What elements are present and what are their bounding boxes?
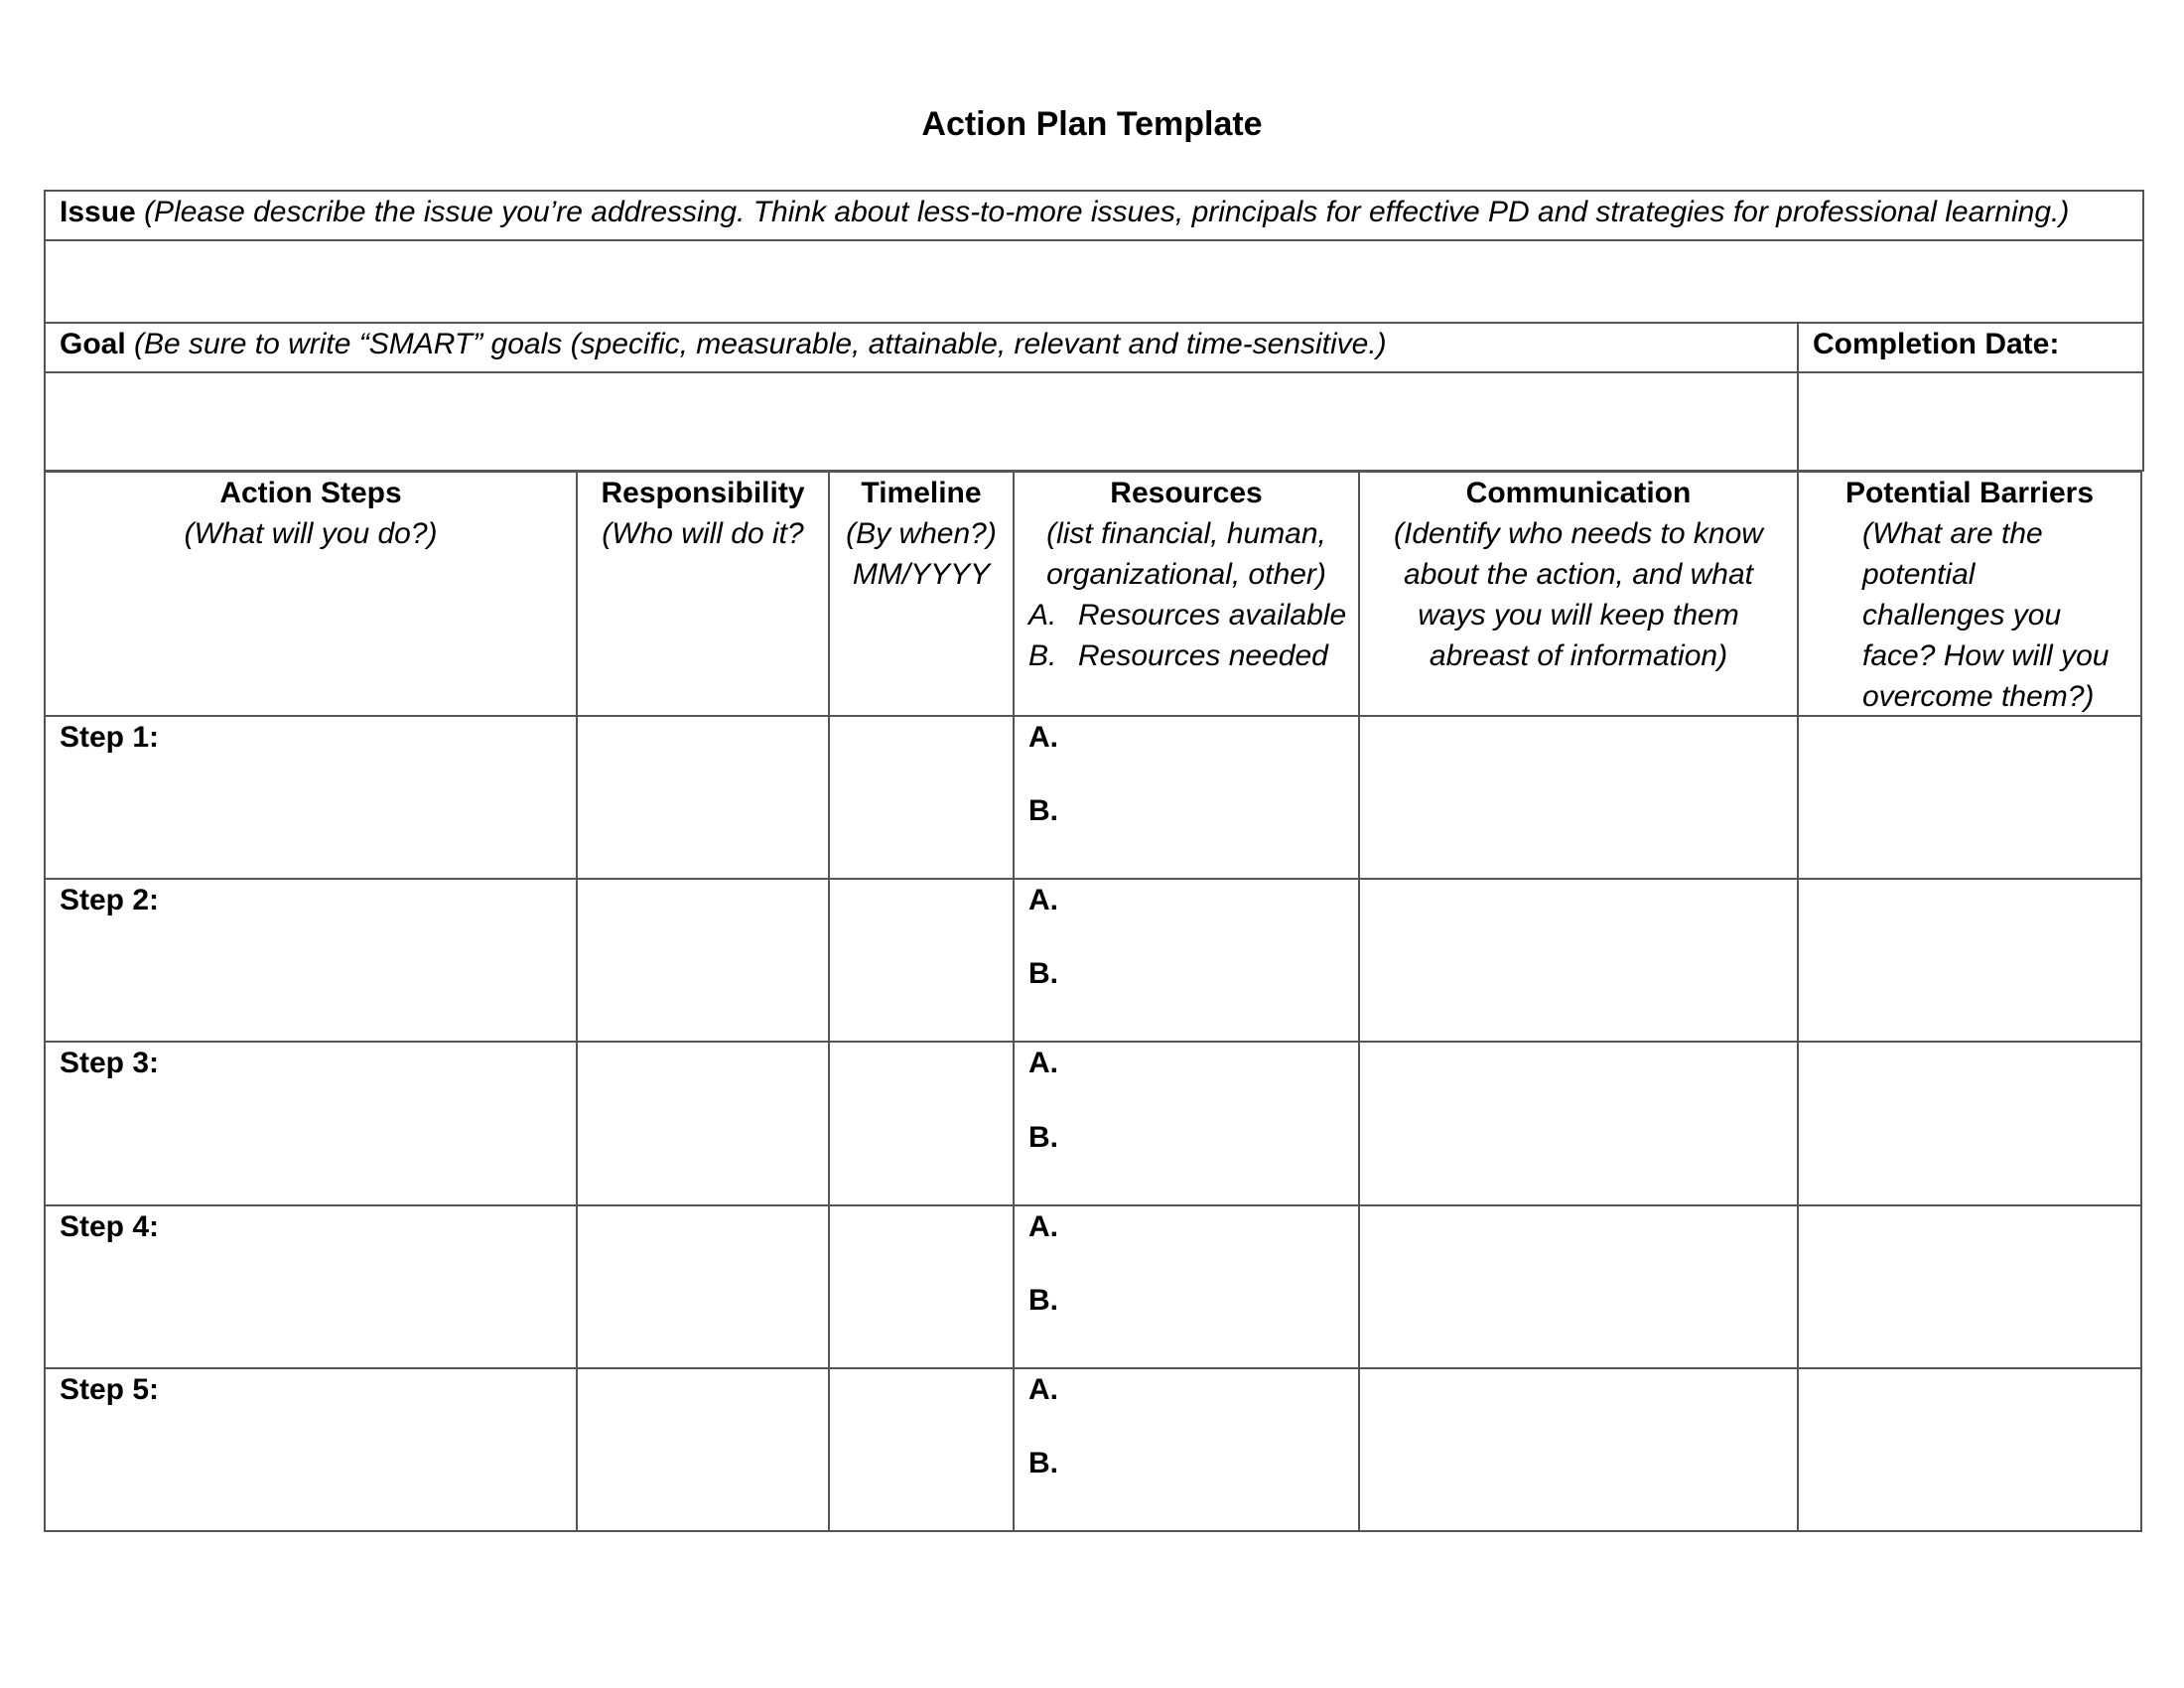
goal-header [60, 324, 1387, 364]
responsibility-sub: (Who will do it? [602, 517, 804, 550]
col-header-timeline [830, 473, 1013, 595]
resources-item-a [1028, 595, 1346, 635]
responsibility-heading: Responsibility [601, 477, 805, 509]
step-3-resource-a: A. [1028, 1047, 1058, 1079]
resources-list [1028, 595, 1346, 676]
goal-label: Goal [60, 328, 126, 360]
step-5-resource-b: B. [1028, 1447, 1058, 1479]
resources-heading: Resources [1110, 477, 1263, 509]
resources-item-a-text: Resources available [1078, 599, 1347, 632]
communication-sub2: about the action, and what [1404, 558, 1753, 591]
resources-item-b-marker: B. [1028, 639, 1057, 672]
resources-sub1: (list financial, human, [1046, 517, 1326, 550]
step-2-resource-b: B. [1028, 957, 1058, 990]
col-header-communication [1360, 473, 1797, 676]
barriers-sub2: potential [1862, 558, 1976, 591]
barriers-heading: Potential Barriers [1844, 477, 2095, 509]
completion-date-field[interactable] [1799, 373, 2142, 470]
barriers-sub1: (What are the [1862, 517, 2043, 550]
resources-item-b-text: Resources needed [1078, 639, 1328, 672]
communication-heading: Communication [1465, 477, 1692, 509]
goal-prompt: (Be sure to write “SMART” goals (specific, measurable, attainable, relevant and time-sensitive.) [134, 328, 1387, 360]
communication-sub1: (Identify who needs to know [1394, 517, 1763, 550]
step-4-resource-a: A. [1028, 1210, 1058, 1243]
resources-item-b [1028, 635, 1346, 676]
communication-sub4: abreast of information) [1429, 639, 1728, 672]
issue-header [60, 192, 2069, 232]
issue-response-field[interactable] [46, 241, 2142, 322]
step-3-resource-b: B. [1028, 1121, 1058, 1154]
issue-prompt: (Please describe the issue you’re addressing. Think about less-to-more issues, principals for effective PD and strategies for professional learning.) [144, 196, 2070, 228]
step-1-resource-a: A. [1028, 721, 1058, 754]
barriers-sub3: challenges you [1862, 599, 2062, 632]
step-2-label: Step 2: [60, 884, 160, 916]
step-3-label: Step 3: [60, 1047, 160, 1079]
action-steps-sub: (What will you do?) [184, 517, 438, 550]
timeline-sub1: (By when?) [846, 517, 997, 550]
issue-label: Issue [60, 196, 136, 228]
col-header-action-steps [46, 473, 576, 554]
col-header-resources [1015, 473, 1358, 595]
step-4-resource-b: B. [1028, 1284, 1058, 1317]
step-4-label: Step 4: [60, 1210, 160, 1243]
completion-date-label: Completion Date: [1813, 328, 2060, 360]
barriers-sub5: overcome them?) [1862, 680, 2095, 713]
communication-sub3: ways you will keep them [1418, 599, 1739, 632]
action-steps-heading: Action Steps [219, 477, 402, 509]
goal-response-field[interactable] [46, 373, 1797, 470]
timeline-heading: Timeline [861, 477, 982, 509]
step-2-resource-a: A. [1028, 884, 1058, 916]
timeline-sub2: MM/YYYY [852, 558, 991, 591]
step-5-resource-a: A. [1028, 1373, 1058, 1406]
col-header-barriers [1799, 473, 2140, 717]
barriers-sub4: face? How will you [1862, 639, 2110, 672]
col-header-responsibility [578, 473, 828, 554]
resources-sub2: organizational, other) [1046, 558, 1326, 591]
resources-item-a-marker: A. [1028, 599, 1057, 632]
step-1-label: Step 1: [60, 721, 160, 754]
page-title: Action Plan Template [921, 105, 1263, 143]
step-5-label: Step 5: [60, 1373, 160, 1406]
step-1-resource-b: B. [1028, 794, 1058, 827]
